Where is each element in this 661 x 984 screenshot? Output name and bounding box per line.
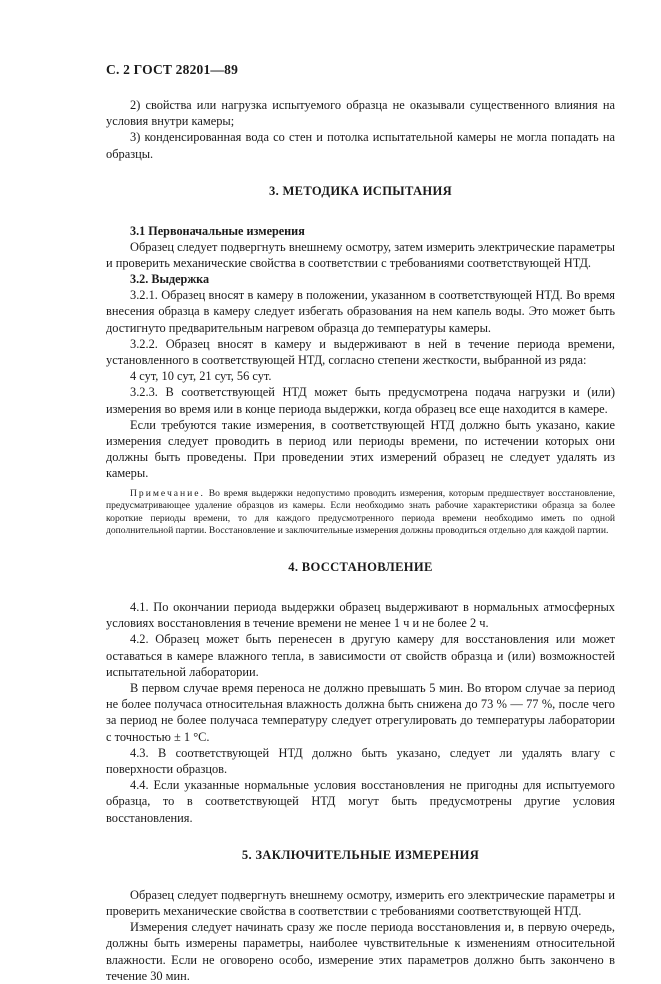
paragraph-3-2-3-continued: Если требуются такие измерения, в соответствующей НТД должно быть указано, какие измерения следует проводить в период или периоды времени, по истечении которых они должны быть проведены. При проведении этих измерений образец не следует удалять из камеры. bbox=[106, 417, 615, 481]
paragraph-4-4: 4.4. Если указанные нормальные условия восстановления не пригодны для испытуемого образца, то в соответствующей НТД могут быть предусмотрены другие условия восстановления. bbox=[106, 778, 615, 825]
note bbox=[106, 488, 615, 538]
section-5-paragraph-1: Образец следует подвергнуть внешнему осмотру, измерить его электрические параметры и проверить механические свойства в соответствии с требованиями соответствующей НТД. bbox=[106, 887, 615, 919]
paragraph-3-2-2: 3.2.2. Образец вносят в камеру и выдерживают в ней в течение периода времени, установленного в соответствующей НТД, согласно степени жесткости, выбранной из ряда: bbox=[106, 336, 615, 368]
paragraph-4-1: 4.1. По окончании периода выдержки образец выдерживают в нормальных атмосферных условиях восстановления в течение времени не менее 1 ч и не более 2 ч. bbox=[106, 600, 615, 631]
intro-item-2: 2) свойства или нагрузка испытуемого образца не оказывали существенного влияния на условия внутри камеры; bbox=[106, 98, 615, 129]
section-5-title: 5. ЗАКЛЮЧИТЕЛЬНЫЕ ИЗМЕРЕНИЯ bbox=[241, 847, 480, 862]
paragraph-4-3: 4.3. В соответствующей НТД должно быть указано, следует ли удалять влагу с поверхности образцов. bbox=[106, 745, 615, 777]
subsection-3-1-text: Образец следует подвергнуть внешнему осмотру, затем измерить электрические параметры и проверить механические свойства в соответствии с требованиями соответствующей НТД. bbox=[106, 239, 615, 271]
paragraph-3-2-2-list: 4 сут, 10 сут, 21 сут, 56 сут. bbox=[130, 369, 272, 384]
note-label: Примечание. bbox=[130, 487, 205, 499]
page-header: С. 2 ГОСТ 28201—89 bbox=[106, 62, 239, 77]
paragraph-4-2: 4.2. Образец может быть перенесен в другую камеру для восстановления или может оставаться в камере влажного тепла, в зависимости от свойств образца и (или) возможностей испытательной лаборатории. bbox=[106, 632, 615, 679]
paragraph-3-2-3: 3.2.3. В соответствующей НТД может быть предусмотрена подача нагрузки и (или) измерения во время или в конце периода выдержки, когда образец все еще находится в камере. bbox=[106, 385, 615, 416]
subsection-3-1-title: 3.1 Первоначальные измерения bbox=[130, 223, 305, 238]
intro-item-3: 3) конденсированная вода со стен и потолка испытательной камеры не могла попадать на образцы. bbox=[106, 130, 615, 161]
paragraph-3-2-1: 3.2.1. Образец вносят в камеру в положении, указанном в соответствующей НТД. Во время внесения образца в камеру следует избегать образования на нем капель воды. Это может быть достигнуто предварительным нагревом образца до температуры камеры. bbox=[106, 288, 615, 335]
section-3-title: 3. МЕТОДИКА ИСПЫТАНИЯ bbox=[268, 183, 453, 198]
section-5-paragraph-2: Измерения следует начинать сразу же после периода восстановления и, в первую очередь, должны быть измерены параметры, наиболее чувствительные к изменениям относительной влажности. Если не оговорено особо, измерение этих параметров должно быть закончено в течение 30 мин. bbox=[106, 920, 615, 983]
subsection-3-2-title: 3.2. Выдержка bbox=[130, 272, 210, 287]
section-4-title: 4. ВОССТАНОВЛЕНИЕ bbox=[288, 560, 433, 575]
paragraph-4-2-continued: В первом случае время переноса не должно превышать 5 мин. Во втором случае за период не более получаса относительная влажность должна быть снижена до 73 % — 77 %, после чего за период не более получаса температуру следует отрегулировать до температуры лаборатории с точностью ± 1 °С. bbox=[106, 681, 615, 744]
note-text: Во время выдержки недопустимо проводить измерения, которым предшествует восстановление, предусматривающее удаление образцов из камеры. Если необходимо знать рабочие характеристики образца за более короткие периоды времени, то для каждого предусмотренного периода времени необходимо иметь по одной дополнительной партии. Восстановление и заключительные измерения должны проводиться отдельно для каждой партии. bbox=[106, 487, 615, 537]
